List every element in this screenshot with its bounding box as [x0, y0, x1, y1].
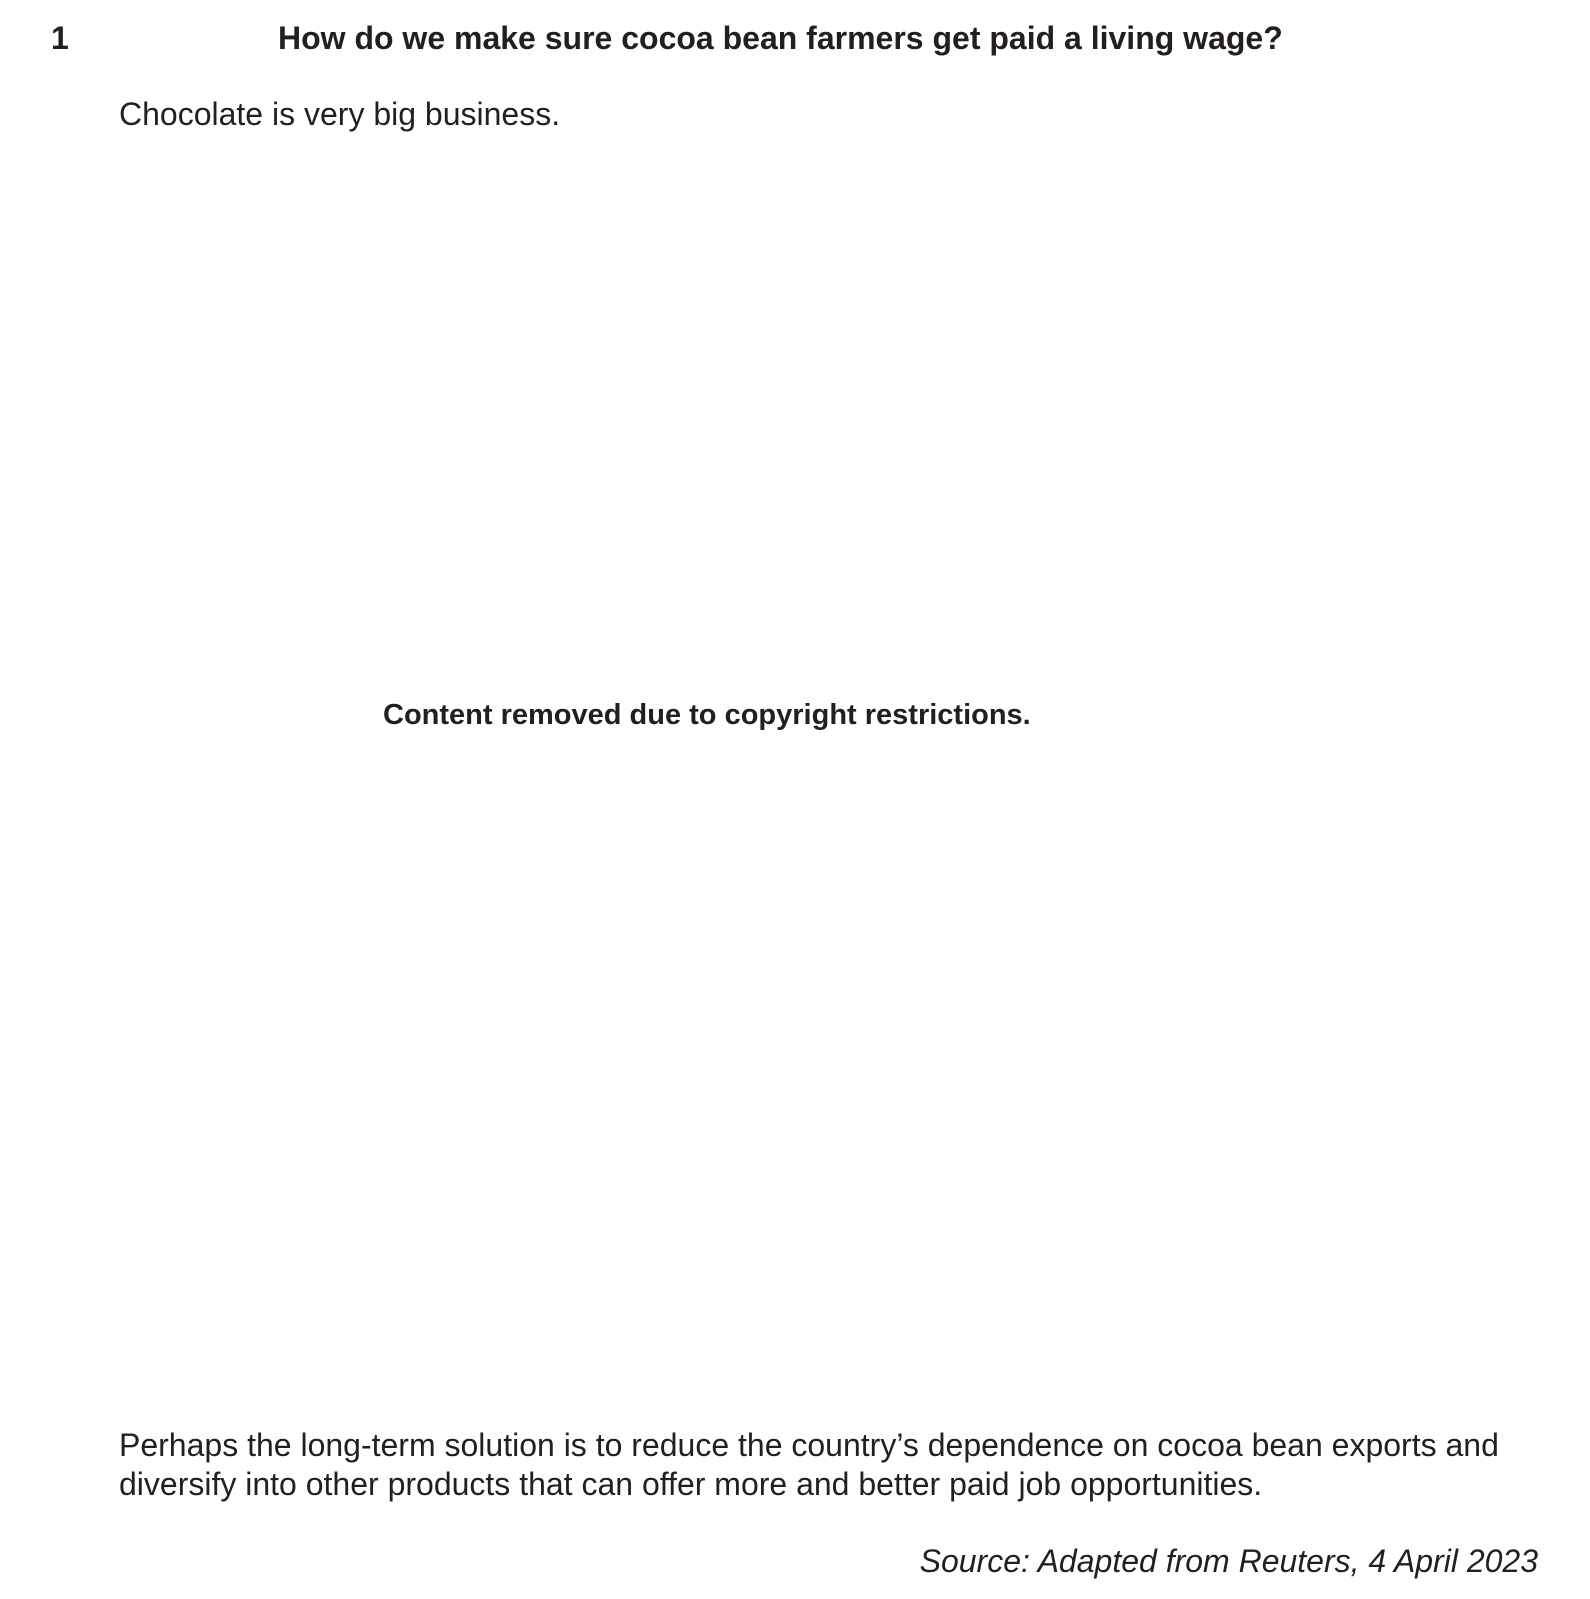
article-intro: Chocolate is very big business. [119, 96, 561, 132]
conclusion-line: diversify into other products that can offer more and better paid job opportunities. [119, 1466, 1263, 1502]
question-number: 1 [51, 20, 69, 56]
question-title: How do we make sure cocoa bean farmers get paid a living wage? [278, 20, 1283, 56]
article-conclusion [119, 1426, 1539, 1504]
copyright-removed-notice: Content removed due to copyright restrictions. [383, 699, 1031, 731]
conclusion-line: Perhaps the long-term solution is to reduce the country’s dependence on cocoa bean exports and [119, 1427, 1499, 1463]
source-citation: Source: Adapted from Reuters, 4 April 2023 [919, 1543, 1538, 1579]
